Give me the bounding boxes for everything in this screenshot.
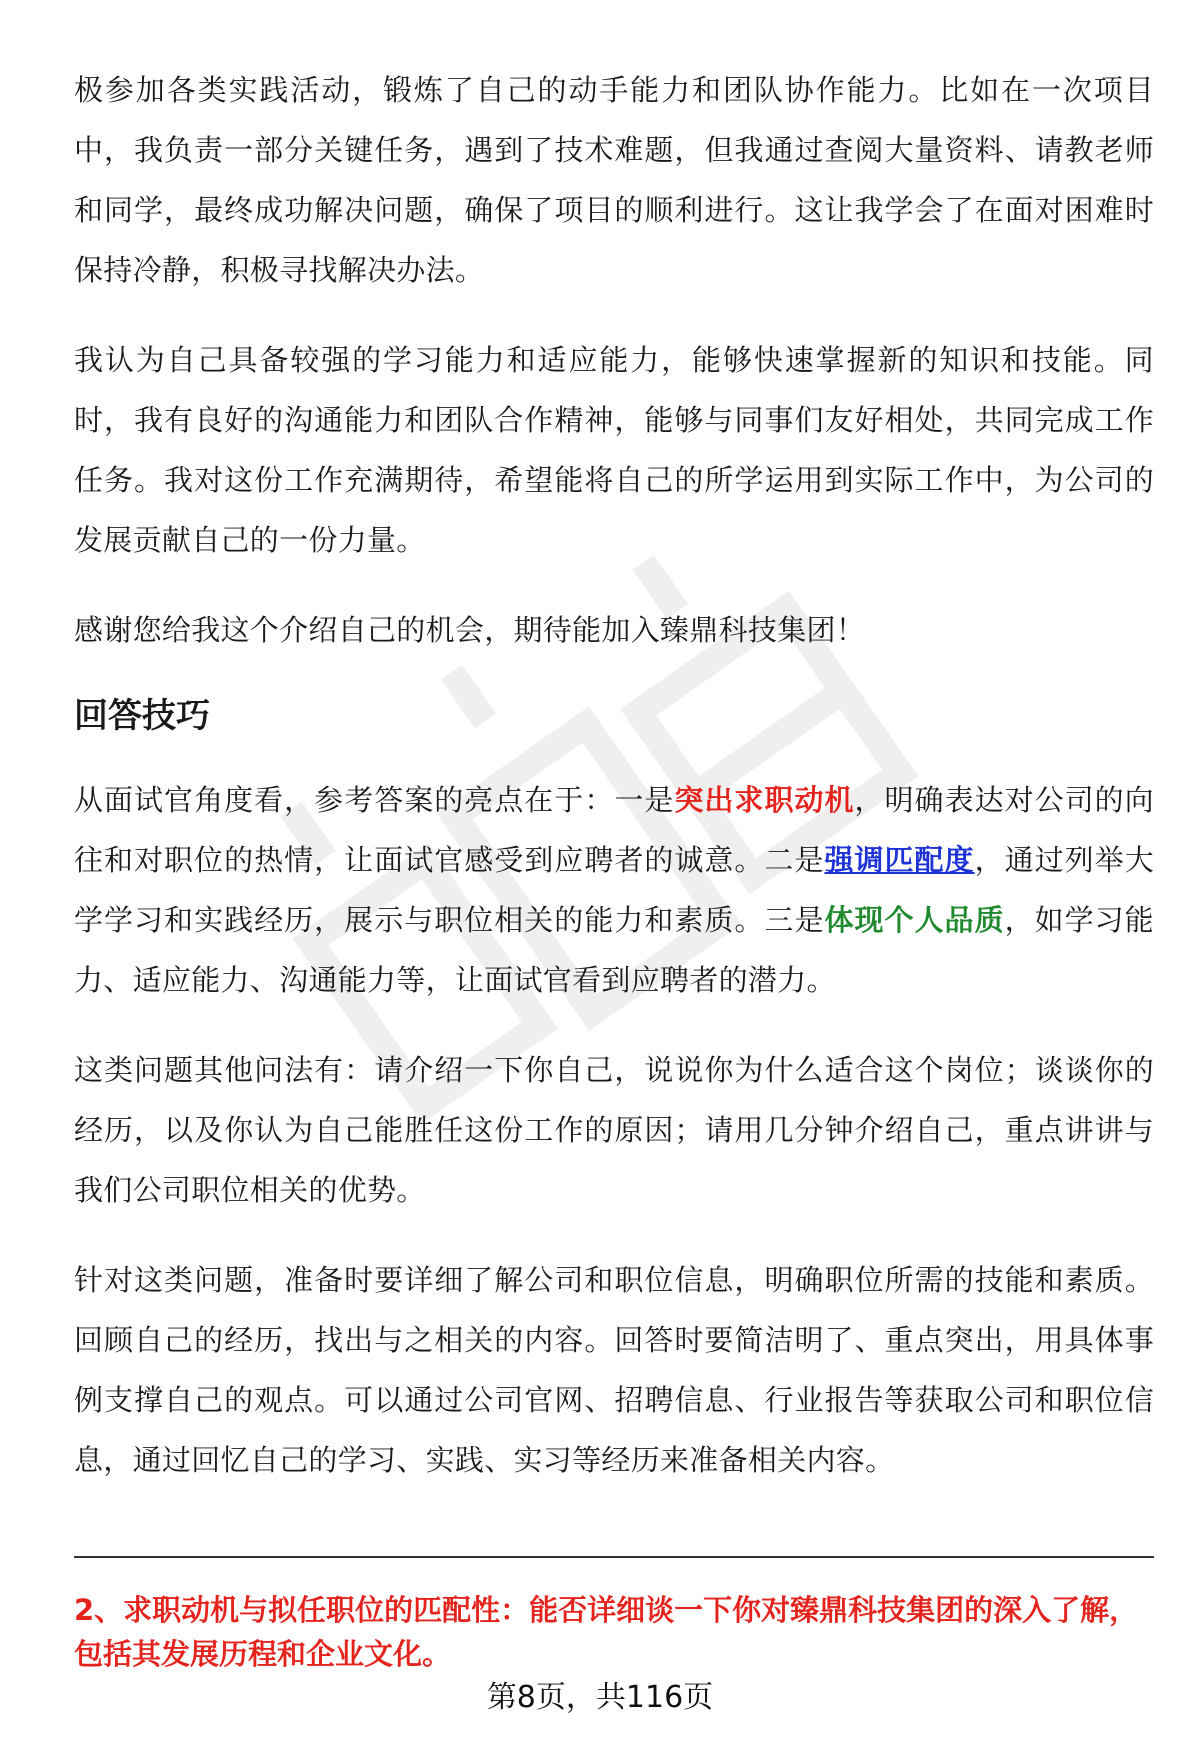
section-title: 回答技巧	[74, 696, 210, 736]
highlight-quality: 体现个人品质	[824, 903, 1005, 937]
tips-text-4: ，如学习能力、适应能力、沟通能力等，让面试官看到应聘者的潜力。	[74, 903, 1154, 997]
highlight-match[interactable]: 强调匹配度	[824, 843, 975, 877]
tips-text-3: ，通过列举大学学习和实践经历，展示与职位相关的能力和素质。三是	[74, 843, 1154, 937]
highlight-motivation: 突出求职动机	[674, 783, 855, 817]
paragraph-alt-questions: 这类问题其他问法有：请介绍一下你自己，说说你为什么适合这个岗位；谈谈你的经历，以及你认为自己能胜任这份工作的原因；请用几分钟介绍自己，重点讲讲与我们公司职位相关的优势。	[74, 1053, 1154, 1207]
paragraph-practice: 极参加各类实践活动，锻炼了自己的动手能力和团队协作能力。比如在一次项目中，我负责一部分关键任务，遇到了技术难题，但我通过查阅大量资料、请教老师和同学，最终成功解决问题，确保了项目的顺利进行。这让我学会了在面对困难时保持冷静，积极寻找解决办法。	[74, 73, 1154, 287]
paragraph-preparation: 针对这类问题，准备时要详细了解公司和职位信息，明确职位所需的技能和素质。回顾自己的经历，找出与之相关的内容。回答时要简洁明了、重点突出，用具体事例支撑自己的观点。可以通过公司官网、招聘信息、行业报告等获取公司和职位信息，通过回忆自己的学习、实践、实习等经历来准备相关内容。	[74, 1263, 1154, 1477]
paragraph-abilities: 我认为自己具备较强的学习能力和适应能力，能够快速掌握新的知识和技能。同时，我有良好的沟通能力和团队合作精神，能够与同事们友好相处，共同完成工作任务。我对这份工作充满期待，希望能将自己的所学运用到实际工作中，为公司的发展贡献自己的一份力量。	[74, 343, 1154, 557]
tips-text-1: 从面试官角度看，参考答案的亮点在于：一是	[74, 783, 675, 817]
page-number: 第8页，共116页	[486, 1680, 714, 1715]
paragraph-thanks: 感谢您给我这个介绍自己的机会，期待能加入臻鼎科技集团！	[74, 613, 866, 647]
section-divider	[74, 1556, 1154, 1558]
tips-text-2: ，明确表达对公司的向往和对职位的热情，让面试官感受到应聘者的诚意。二是	[74, 783, 1154, 877]
main-content	[74, 60, 1154, 1490]
next-question-heading: 2、求职动机与拟任职位的匹配性：能否详细谈一下你对臻鼎科技集团的深入了解，包括其发展历程和企业文化。	[74, 1593, 1139, 1671]
paragraph-tips	[74, 770, 1154, 1010]
